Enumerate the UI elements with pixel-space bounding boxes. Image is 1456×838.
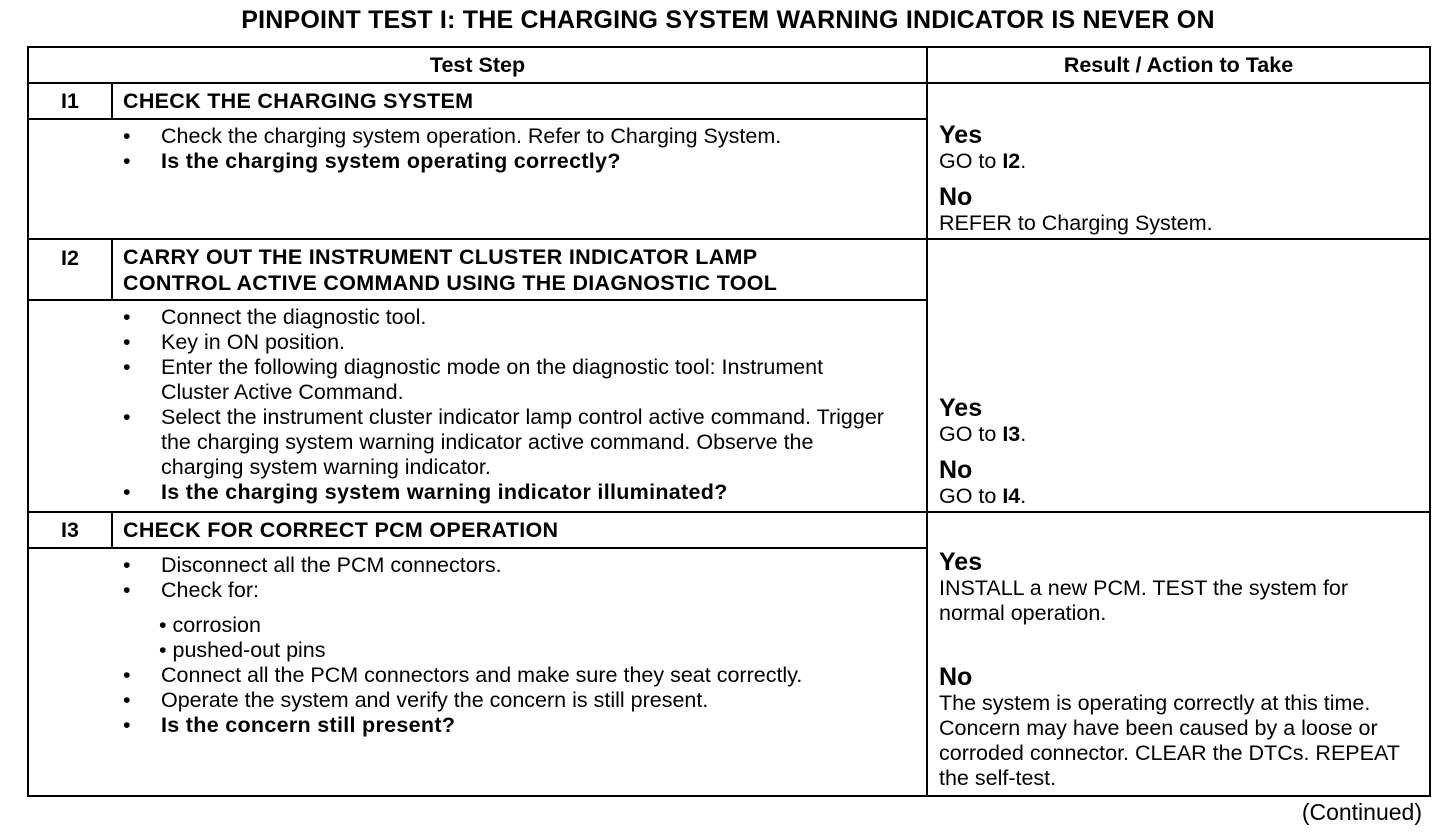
step-i1-no-action: REFER to Charging System.	[939, 211, 1213, 235]
step-i3-body	[28, 548, 927, 796]
step-i2-yes-ref: I3	[1002, 422, 1021, 446]
step-i2-no-action: GO to I4.	[939, 484, 1027, 508]
continued-note: (Continued)	[1301, 799, 1422, 825]
step-i3-result	[927, 512, 1430, 796]
list-item: • Operate the system and verify the concern is still present.	[123, 688, 709, 712]
step-i1-yes-label: Yes	[939, 121, 983, 149]
step-i2-no-ref: I4	[1002, 484, 1021, 508]
sub-list-item: • corrosion	[159, 613, 261, 637]
table-header-row	[28, 47, 1430, 83]
page-title: PINPOINT TEST I: THE CHARGING SYSTEM WARNING INDICATOR IS NEVER ON	[241, 6, 1215, 34]
step-i1-body	[28, 119, 927, 239]
step-id-i2: I2	[28, 239, 112, 300]
step-i2-heading-line1: CARRY OUT THE INSTRUMENT CLUSTER INDICATOR LAMP	[123, 244, 758, 269]
pinpoint-test-table	[27, 46, 1431, 797]
step-i3-no-action: The system is operating correctly at this time. Concern may have been caused by a loose or corroded connector. CLEAR the DTCs. REPEAT the self-test.	[939, 691, 1400, 790]
list-item: • Key in ON position.	[123, 330, 346, 354]
list-item-question: • Is the charging system operating correctly?	[123, 149, 621, 173]
step-i3-yes-label: Yes	[939, 548, 983, 576]
check-for-sublist	[159, 613, 926, 663]
list-item: • Check for: • corrosion • pushed-out pins	[29, 578, 926, 663]
step-i3-no-label: No	[939, 663, 973, 691]
list-item: • Select the instrument cluster indicator lamp control active command. Trigger the charging system warning indicator active command. Observe the charging system warning indicator.	[123, 405, 884, 479]
step-i2-yes-text: GO to	[939, 422, 1003, 446]
step-i3-heading-text: CHECK FOR CORRECT PCM OPERATION	[123, 517, 559, 542]
list-item: • Check the charging system operation. Refer to Charging System.	[123, 124, 782, 148]
step-i2-result	[927, 239, 1430, 512]
step-i3-heading-row	[28, 512, 1430, 548]
header-result: Result / Action to Take	[927, 47, 1430, 83]
list-item-question: • Is the concern still present?	[123, 713, 456, 737]
step-i1-heading-text: CHECK THE CHARGING SYSTEM	[123, 88, 474, 113]
list-item-question: • Is the charging system warning indicator illuminated?	[123, 480, 728, 504]
step-i3-yes-action: INSTALL a new PCM. TEST the system for normal operation.	[939, 576, 1349, 625]
step-i2-heading-line2: CONTROL ACTIVE COMMAND USING THE DIAGNOSTIC TOOL	[123, 270, 778, 295]
step-id-i3: I3	[28, 512, 112, 548]
list-item: • Connect the diagnostic tool.	[123, 305, 427, 329]
step-id-i1: I1	[28, 83, 112, 119]
step-i2-body	[28, 300, 927, 512]
step-i1-yes-ref: I2	[1002, 149, 1021, 173]
step-i2-heading-row	[28, 239, 1430, 300]
step-i2-heading	[112, 239, 927, 300]
step-i1-heading	[112, 83, 927, 119]
step-i2-yes-label: Yes	[939, 394, 983, 422]
step-i3-heading	[112, 512, 927, 548]
step-i1-yes-action: GO to I2.	[939, 149, 1027, 173]
list-item: • Disconnect all the PCM connectors.	[123, 553, 502, 577]
step-i1-yes-text: GO to	[939, 149, 1003, 173]
header-test-step: Test Step	[28, 47, 927, 83]
step-i2-yes-action: GO to I3.	[939, 422, 1027, 446]
step-i1-heading-row	[28, 83, 1430, 119]
sub-list-item: • pushed-out pins	[159, 638, 326, 662]
list-item: • Connect all the PCM connectors and make sure they seat correctly.	[123, 663, 803, 687]
step-i2-no-label: No	[939, 456, 973, 484]
step-i1-no-label: No	[939, 183, 973, 211]
list-item: • Enter the following diagnostic mode on the diagnostic tool: Instrument Cluster Active Command.	[123, 355, 824, 404]
step-i1-result	[927, 83, 1430, 239]
step-i2-no-text: GO to	[939, 484, 1003, 508]
